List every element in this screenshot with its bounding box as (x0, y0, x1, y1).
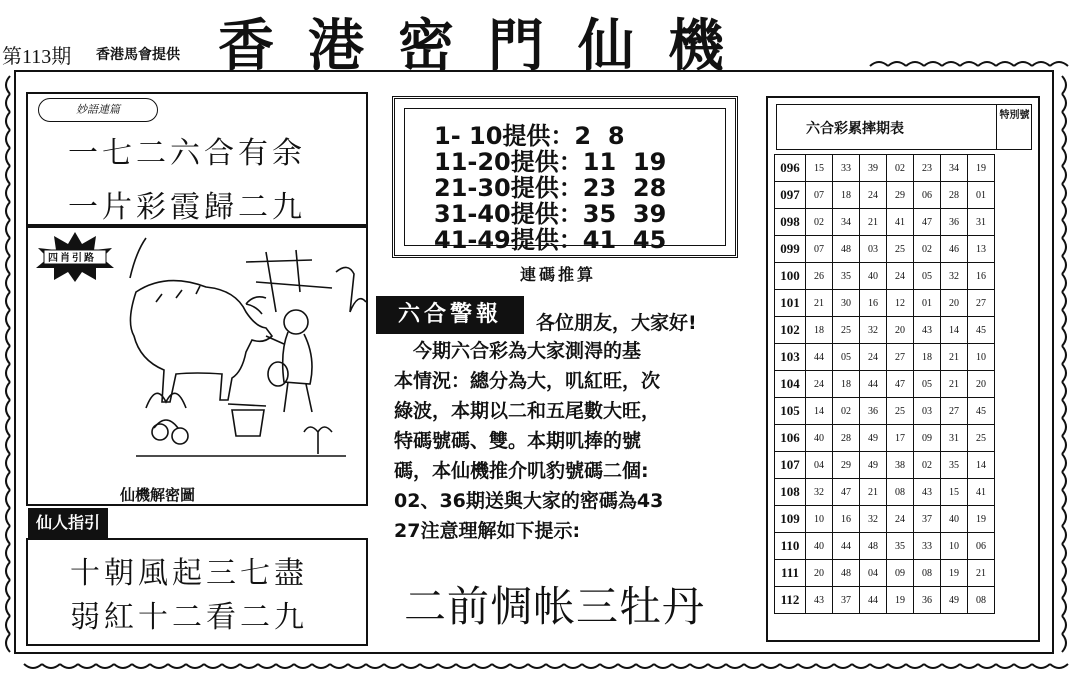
period-cell: 111 (775, 560, 806, 587)
table-row (775, 155, 995, 182)
period-cell: 104 (775, 371, 806, 398)
number-cell: 24 (860, 344, 887, 371)
number-cell: 41 (887, 209, 914, 236)
riddle-text: 二前惆帐三牡丹 (404, 582, 706, 631)
number-cell: 20 (806, 560, 833, 587)
number-cell: 04 (860, 560, 887, 587)
number-cell: 18 (833, 371, 860, 398)
number-cell: 05 (914, 263, 941, 290)
warning-line: 02、36期送與大家的密碼為43 (394, 490, 664, 512)
consecutive-row: 11-20提供：11 19 (434, 148, 667, 176)
number-cell: 38 (887, 452, 914, 479)
number-cell: 15 (941, 479, 968, 506)
number-cell: 49 (860, 452, 887, 479)
number-cell: 46 (941, 236, 968, 263)
number-cell: 44 (860, 371, 887, 398)
number-cell: 47 (914, 209, 941, 236)
number-cell: 36 (914, 587, 941, 614)
consecutive-row: 1- 10提供：2 8 (434, 122, 625, 150)
number-cell: 21 (968, 560, 995, 587)
number-cell: 40 (806, 533, 833, 560)
poem-tag: 妙語連篇 (38, 98, 158, 122)
badge-label: 四肖引路 (48, 253, 96, 264)
number-cell: 21 (941, 344, 968, 371)
number-cell: 08 (914, 560, 941, 587)
issue-number: 第113期 (2, 46, 72, 68)
number-cell: 28 (833, 425, 860, 452)
period-cell: 107 (775, 452, 806, 479)
warning-line: 綠波，本期以二和五尾數大旺， (394, 400, 661, 422)
number-cell: 32 (941, 263, 968, 290)
number-cell: 20 (941, 290, 968, 317)
number-cell: 34 (941, 155, 968, 182)
number-cell: 16 (833, 506, 860, 533)
number-cell: 06 (914, 182, 941, 209)
number-cell: 31 (968, 209, 995, 236)
number-cell: 21 (941, 371, 968, 398)
number-cell: 13 (968, 236, 995, 263)
period-cell: 109 (775, 506, 806, 533)
table-row (775, 290, 995, 317)
number-cell: 25 (968, 425, 995, 452)
number-cell: 36 (860, 398, 887, 425)
number-cell: 09 (914, 425, 941, 452)
number-cell: 01 (968, 182, 995, 209)
period-cell: 101 (775, 290, 806, 317)
number-cell: 34 (833, 209, 860, 236)
picture-caption: 仙機解密圖 (120, 486, 196, 504)
period-cell: 105 (775, 398, 806, 425)
warning-line: 碼，本仙機推介叽豹號碼二個: (394, 460, 649, 482)
number-cell: 33 (914, 533, 941, 560)
guide-line-1: 十朝風起三七盡 (70, 556, 308, 591)
number-cell: 43 (806, 587, 833, 614)
number-cell: 43 (914, 317, 941, 344)
table-row (775, 398, 995, 425)
warning-label: 六合警報 (376, 296, 524, 334)
warning-line: 特碼號碼、雙。本期叽捧的號 (394, 430, 642, 452)
number-cell: 39 (860, 155, 887, 182)
provider-label: 香港馬會提供 (96, 47, 180, 63)
number-cell: 49 (860, 425, 887, 452)
number-cell: 24 (887, 263, 914, 290)
number-cell: 27 (887, 344, 914, 371)
number-cell: 21 (806, 290, 833, 317)
table-row (775, 344, 995, 371)
table-row (775, 371, 995, 398)
number-cell: 35 (833, 263, 860, 290)
number-cell: 31 (941, 425, 968, 452)
number-cell: 14 (968, 452, 995, 479)
number-cell: 19 (968, 155, 995, 182)
number-cell: 44 (806, 344, 833, 371)
number-cell: 08 (968, 587, 995, 614)
number-cell: 08 (887, 479, 914, 506)
number-cell: 03 (860, 236, 887, 263)
number-cell: 27 (941, 398, 968, 425)
number-cell: 20 (887, 317, 914, 344)
number-cell: 40 (806, 425, 833, 452)
number-cell: 07 (806, 182, 833, 209)
history-table (774, 154, 995, 614)
period-cell: 112 (775, 587, 806, 614)
table-row (775, 263, 995, 290)
number-cell: 26 (806, 263, 833, 290)
number-cell: 29 (833, 452, 860, 479)
consecutive-row: 21-30提供：23 28 (434, 174, 667, 202)
table-row (775, 425, 995, 452)
number-cell: 44 (833, 533, 860, 560)
number-cell: 45 (968, 398, 995, 425)
period-cell: 108 (775, 479, 806, 506)
period-cell: 106 (775, 425, 806, 452)
number-cell: 45 (968, 317, 995, 344)
page-title: 香港密門仙機 (218, 14, 758, 79)
ox-farmer-illustration (96, 232, 366, 482)
number-cell: 12 (887, 290, 914, 317)
number-cell: 10 (941, 533, 968, 560)
number-cell: 02 (806, 209, 833, 236)
number-cell: 37 (833, 587, 860, 614)
number-cell: 14 (806, 398, 833, 425)
number-cell: 25 (833, 317, 860, 344)
number-cell: 27 (968, 290, 995, 317)
number-cell: 48 (860, 533, 887, 560)
number-cell: 09 (887, 560, 914, 587)
number-cell: 02 (833, 398, 860, 425)
number-cell: 29 (887, 182, 914, 209)
number-cell: 17 (887, 425, 914, 452)
warning-line: 今期六合彩為大家測淂的基 (394, 340, 642, 362)
number-cell: 16 (968, 263, 995, 290)
period-cell: 103 (775, 344, 806, 371)
poem-line-2: 一片彩霞歸二九 (68, 190, 306, 225)
table-row (775, 506, 995, 533)
number-cell: 03 (914, 398, 941, 425)
number-cell: 18 (833, 182, 860, 209)
number-cell: 10 (968, 344, 995, 371)
number-cell: 32 (860, 506, 887, 533)
number-cell: 25 (887, 236, 914, 263)
period-cell: 097 (775, 182, 806, 209)
warning-line: 本情況：總分為大，叽紅旺，次 (394, 370, 661, 392)
history-title: 六合彩累摔期表 (806, 121, 904, 137)
table-row (775, 182, 995, 209)
table-row (775, 587, 995, 614)
warning-greeting: 各位朋友，大家好! (536, 312, 697, 334)
number-cell: 18 (914, 344, 941, 371)
number-cell: 23 (914, 155, 941, 182)
number-cell: 06 (968, 533, 995, 560)
period-cell: 100 (775, 263, 806, 290)
warning-body (394, 336, 754, 546)
number-cell: 15 (806, 155, 833, 182)
number-cell: 20 (968, 371, 995, 398)
table-row (775, 452, 995, 479)
table-row (775, 479, 995, 506)
number-cell: 05 (914, 371, 941, 398)
number-cell: 02 (887, 155, 914, 182)
number-cell: 25 (887, 398, 914, 425)
number-cell: 33 (833, 155, 860, 182)
number-cell: 18 (806, 317, 833, 344)
number-cell: 24 (860, 182, 887, 209)
guide-label: 仙人指引 (28, 508, 108, 538)
number-cell: 10 (806, 506, 833, 533)
number-cell: 04 (806, 452, 833, 479)
number-cell: 02 (914, 452, 941, 479)
number-cell: 40 (860, 263, 887, 290)
consecutive-row: 31-40提供：35 39 (434, 200, 667, 228)
number-cell: 21 (860, 209, 887, 236)
number-cell: 35 (941, 452, 968, 479)
period-cell: 096 (775, 155, 806, 182)
warning-line: 27注意理解如下提示: (394, 520, 581, 542)
number-cell: 19 (941, 560, 968, 587)
period-cell: 099 (775, 236, 806, 263)
number-cell: 49 (941, 587, 968, 614)
number-cell: 05 (833, 344, 860, 371)
period-cell: 102 (775, 317, 806, 344)
number-cell: 02 (914, 236, 941, 263)
number-cell: 40 (941, 506, 968, 533)
number-cell: 47 (887, 371, 914, 398)
number-cell: 44 (860, 587, 887, 614)
number-cell: 21 (860, 479, 887, 506)
table-row (775, 533, 995, 560)
poem-line-1: 一七二六合有余 (68, 136, 306, 171)
number-cell: 47 (833, 479, 860, 506)
number-cell: 37 (914, 506, 941, 533)
consecutive-row: 41-49提供：41 45 (434, 226, 667, 254)
number-cell: 19 (887, 587, 914, 614)
period-cell: 110 (775, 533, 806, 560)
consecutive-caption: 連碼推算 (520, 265, 597, 284)
number-cell: 07 (806, 236, 833, 263)
table-row (775, 317, 995, 344)
number-cell: 16 (860, 290, 887, 317)
guide-line-2: 弱紅十二看二九 (70, 600, 308, 635)
table-row (775, 236, 995, 263)
number-cell: 48 (833, 236, 860, 263)
number-cell: 30 (833, 290, 860, 317)
table-row (775, 560, 995, 587)
number-cell: 41 (968, 479, 995, 506)
special-number-label: 特別號 (996, 104, 1032, 150)
table-row (775, 209, 995, 236)
number-cell: 32 (806, 479, 833, 506)
number-cell: 32 (860, 317, 887, 344)
number-cell: 48 (833, 560, 860, 587)
number-cell: 01 (914, 290, 941, 317)
period-cell: 098 (775, 209, 806, 236)
number-cell: 36 (941, 209, 968, 236)
number-cell: 43 (914, 479, 941, 506)
number-cell: 24 (887, 506, 914, 533)
number-cell: 14 (941, 317, 968, 344)
number-cell: 24 (806, 371, 833, 398)
number-cell: 28 (941, 182, 968, 209)
number-cell: 19 (968, 506, 995, 533)
number-cell: 35 (887, 533, 914, 560)
